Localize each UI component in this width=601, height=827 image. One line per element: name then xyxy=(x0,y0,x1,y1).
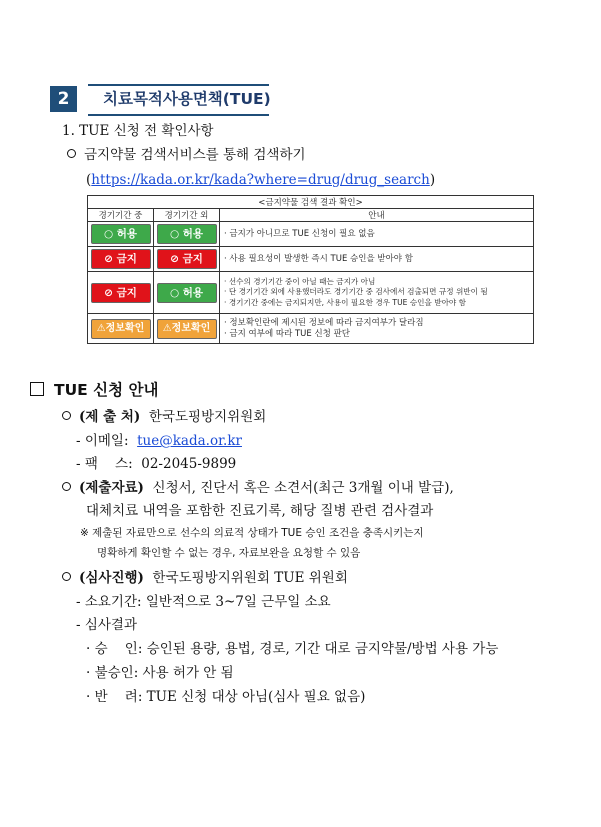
cell-out xyxy=(154,247,220,272)
cell-in xyxy=(88,222,154,247)
table-row xyxy=(88,272,534,314)
guide-line: · 사용 필요성이 발생한 즉시 TUE 승인을 받아야 함 xyxy=(224,253,413,264)
guide-cell xyxy=(220,222,534,247)
prohibited-icon: ⊘ xyxy=(170,253,179,265)
header-guide: 안내 xyxy=(220,209,534,222)
prohibited-badge xyxy=(91,249,151,269)
guide-cell xyxy=(220,247,534,272)
badge-label: 허용 xyxy=(182,228,204,240)
cell-out xyxy=(154,272,220,314)
section-number: 2 xyxy=(50,86,77,112)
email-link[interactable]: tue@kada.or.kr xyxy=(137,433,242,449)
prohibited-icon: ⊘ xyxy=(104,286,113,299)
review-line xyxy=(62,569,348,587)
badge-label: 정보확인 xyxy=(105,322,145,334)
warning-icon: ⚠ xyxy=(96,322,106,334)
prohibited-icon: ⊘ xyxy=(104,253,113,265)
badge-label: 금지 xyxy=(116,253,137,265)
fax-value: 02-2045-9899 xyxy=(141,456,237,472)
review-label: (심사진행) xyxy=(79,570,144,586)
search-result-table xyxy=(87,195,534,344)
circle-bullet-icon xyxy=(62,411,71,420)
table-caption: <금지약물 검색 결과 확인> xyxy=(88,196,534,209)
warning-icon: ⚠ xyxy=(162,322,172,334)
review-value: 한국도핑방지위원회 TUE 위원회 xyxy=(152,570,348,586)
badge-label: 금지 xyxy=(116,286,137,299)
check-bullet xyxy=(67,146,306,164)
square-bullet-icon xyxy=(30,382,44,396)
allowed-badge xyxy=(91,224,151,244)
header-out-competition: 경기기간 외 xyxy=(154,209,220,222)
cell-out xyxy=(154,222,220,247)
docs-line1: 신청서, 진단서 혹은 소견서(최근 3개월 이내 발급), xyxy=(152,480,454,496)
review-period: - 소요기간: 일반적으로 3~7일 근무일 소요 xyxy=(76,594,331,610)
guide-cell xyxy=(220,272,534,314)
allowed-badge xyxy=(157,283,217,303)
docs-label: (제출자료) xyxy=(79,480,144,496)
circle-bullet-icon xyxy=(62,482,71,491)
email-line xyxy=(76,432,242,450)
guide-title-text: TUE 신청 안내 xyxy=(54,381,159,399)
guide-line: · 금지가 아니므로 TUE 신청이 필요 없음 xyxy=(224,228,375,239)
review-result-heading: - 심사결과 xyxy=(76,617,138,633)
circle-icon: ○ xyxy=(103,228,114,240)
submit-line xyxy=(62,408,266,426)
paren-close: ) xyxy=(429,172,436,188)
prohibited-badge xyxy=(91,283,151,303)
submit-label: (제 출 처) xyxy=(79,409,141,425)
guide-line: · 정보확인란에 제시된 정보에 따라 금지여부가 달라짐 xyxy=(224,318,424,328)
guide-title xyxy=(30,378,158,400)
title-rule-bottom xyxy=(88,114,269,116)
table-row xyxy=(88,222,534,247)
docs-line xyxy=(62,479,454,497)
fax-label: - 팩 스: xyxy=(76,456,133,472)
check-bullet-text: 금지약물 검색서비스를 통해 검색하기 xyxy=(84,147,306,163)
badge-label: 정보확인 xyxy=(171,322,211,334)
check-info-badge xyxy=(91,319,151,339)
circle-icon: ○ xyxy=(169,228,180,240)
docs-line2: 대체치료 내역을 포함한 진료기록, 해당 질병 관련 검사결과 xyxy=(86,503,434,519)
guide-cell xyxy=(220,314,534,344)
cell-out xyxy=(154,314,220,344)
review-result-approved: · 승 인: 승인된 용량, 용법, 경로, 기간 대로 금지약물/방법 사용 가능 xyxy=(86,641,499,657)
cell-in xyxy=(88,314,154,344)
paren-open: ( xyxy=(86,172,92,188)
submit-value: 한국도핑방지위원회 xyxy=(148,409,267,425)
badge-label: 허용 xyxy=(182,286,204,299)
guide-line: · 단 경기기간 외에 사용했더라도 경기기간 중 검사에서 검출되면 규정 위반이 됨 xyxy=(224,287,488,297)
table-row xyxy=(88,314,534,344)
prohibited-badge xyxy=(157,249,217,269)
guide-line: · 경기기간 중에는 금지되지만, 사용이 필요한 경우 TUE 승인을 받아야 함 xyxy=(224,297,467,307)
guide-line: · 선수의 경기기간 중이 아닐 때는 금지가 아님 xyxy=(224,276,376,286)
docs-note2: 명확하게 확인할 수 없는 경우, 자료보완을 요청할 수 있음 xyxy=(97,547,361,559)
fax-line xyxy=(76,455,236,473)
header-in-competition: 경기기간 중 xyxy=(88,209,154,222)
badge-label: 금지 xyxy=(182,253,203,265)
drug-search-link[interactable]: https://kada.or.kr/kada?where=drug/drug_search xyxy=(91,172,430,188)
cell-in xyxy=(88,247,154,272)
review-result-denied: · 불승인: 사용 허가 안 됨 xyxy=(86,665,234,681)
email-label: - 이메일: xyxy=(76,433,129,449)
circle-bullet-icon xyxy=(67,149,76,158)
cell-in xyxy=(88,272,154,314)
allowed-badge xyxy=(157,224,217,244)
circle-bullet-icon xyxy=(62,572,71,581)
badge-label: 허용 xyxy=(116,228,138,240)
section-title: 치료목적사용면책(TUE) xyxy=(103,90,271,108)
search-url-line xyxy=(86,171,435,189)
circle-icon: ○ xyxy=(169,286,180,299)
guide-line: · 금지 여부에 따라 TUE 신청 판단 xyxy=(224,328,351,339)
review-result-returned: · 반 려: TUE 신청 대상 아님(심사 필요 없음) xyxy=(86,689,366,705)
check-info-badge xyxy=(157,319,217,339)
check-heading: 1. TUE 신청 전 확인사항 xyxy=(62,123,214,139)
table-row xyxy=(88,247,534,272)
docs-note1: ※ 제출된 자료만으로 선수의 의료적 상태가 TUE 승인 조건을 충족시키는지 xyxy=(80,527,424,539)
